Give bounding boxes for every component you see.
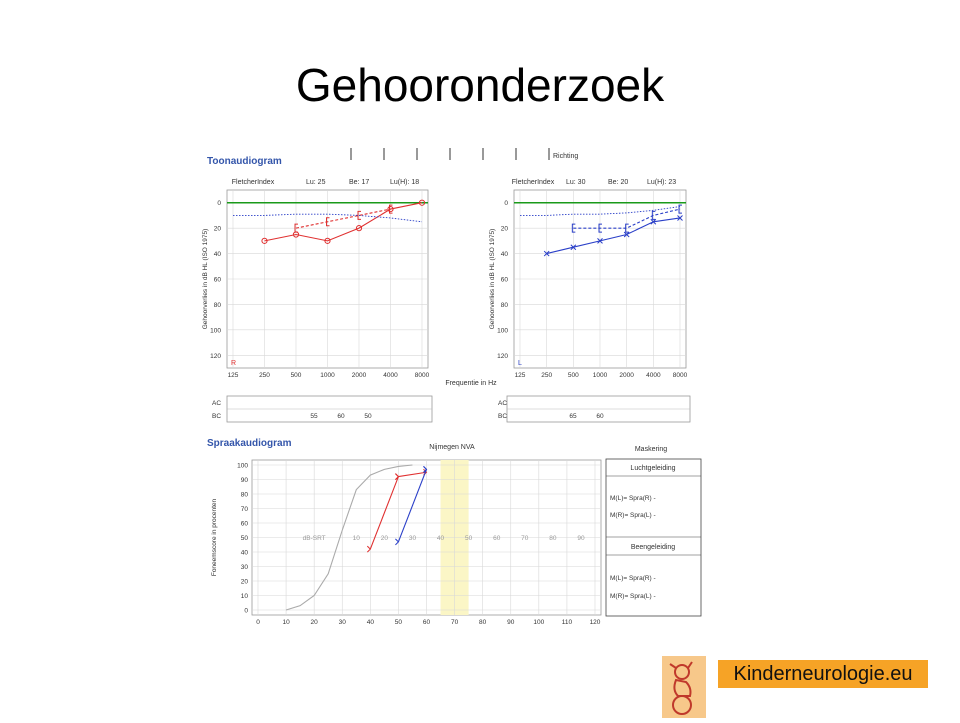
y-tick-label: 40 xyxy=(500,251,508,259)
fletcher-label-right: FletcherIndex xyxy=(231,179,275,186)
x-tick-label: 8000 xyxy=(414,372,430,379)
srt-tick-label: 90 xyxy=(577,535,585,542)
logo xyxy=(662,656,706,718)
bc-value: 50 xyxy=(364,413,372,420)
y-tick-label: 20 xyxy=(240,578,248,586)
tone-audiogram-left xyxy=(489,190,688,379)
bc-value: 55 xyxy=(310,413,318,420)
y-tick-label: 60 xyxy=(213,276,221,284)
x-tick-label: 0 xyxy=(256,619,260,626)
ear-label: R xyxy=(231,360,237,367)
srt-tick-label: 20 xyxy=(380,535,388,542)
masking-item: M(R)= Spra(L) - xyxy=(610,512,656,519)
x-tick-label: 40 xyxy=(366,619,374,626)
x-tick-label: 250 xyxy=(259,372,270,379)
bc-value: 60 xyxy=(337,413,345,420)
masking-item: M(L)= Spra(R) - xyxy=(610,495,656,502)
bone-conduction-title: Beengeleiding xyxy=(630,544,676,551)
x-tick-label: 50 xyxy=(394,619,403,626)
y-tick-label: 20 xyxy=(213,225,221,233)
masking-title: Maskering xyxy=(634,446,668,453)
ear-label: L xyxy=(518,360,522,367)
speech-chart-title: Nijmegen NVA xyxy=(429,444,475,451)
y-tick-label: 10 xyxy=(240,593,248,600)
logo-text: Kinderneurologie.eu xyxy=(718,660,928,688)
srt-tick-label: 50 xyxy=(465,535,473,542)
air-conduction-title: Luchtgeleiding xyxy=(630,465,676,472)
srt-tick-label: 40 xyxy=(436,535,445,542)
y-tick-label: 50 xyxy=(240,535,248,542)
tone-audiogram-right xyxy=(202,190,430,379)
x-tick-label: 60 xyxy=(422,619,431,626)
y-tick-label: 90 xyxy=(240,477,248,484)
fletcher-lu-left: Lu: 30 xyxy=(566,179,586,186)
fletcher-luh-left: Lu(H): 23 xyxy=(647,179,677,186)
frequency-axis-label: Frequentie in Hz xyxy=(445,380,497,387)
child-wheelchair-logo-icon xyxy=(662,656,706,718)
x-tick-label: 70 xyxy=(450,619,459,626)
srt-tick-label: 10 xyxy=(352,535,360,542)
x-tick-label: 8000 xyxy=(672,372,688,379)
x-tick-label: 500 xyxy=(290,372,302,379)
bc-label-right: BC xyxy=(212,413,222,420)
fletcher-be-left: Be: 20 xyxy=(608,179,629,186)
x-tick-label: 4000 xyxy=(646,372,661,379)
acbc-table-right xyxy=(212,396,432,422)
direction-bar xyxy=(351,148,578,160)
srt-tick-label: 30 xyxy=(408,535,417,542)
richting-label: Richting xyxy=(553,153,579,160)
x-tick-label: 500 xyxy=(567,372,579,379)
y-tick-label: 70 xyxy=(240,506,248,513)
y-tick-label: 0 xyxy=(504,200,508,208)
fletcher-lu-right: Lu: 25 xyxy=(306,179,326,186)
speech-section-title: Spraakaudiogram xyxy=(207,438,292,449)
y-tick-label: 80 xyxy=(500,301,508,309)
y-tick-label: 40 xyxy=(213,251,221,259)
x-tick-label: 125 xyxy=(514,372,526,379)
y-axis-label: Gehoorverlies in dB HL (ISO 1975) xyxy=(489,228,496,330)
y-tick-label: 0 xyxy=(217,200,221,208)
x-tick-label: 30 xyxy=(338,619,346,626)
y-tick-label: 120 xyxy=(497,352,508,360)
x-tick-label: 10 xyxy=(282,619,290,626)
x-tick-label: 20 xyxy=(310,619,318,626)
masking-item: M(L)= Spra(R) - xyxy=(610,575,656,582)
ac-label-right: AC xyxy=(212,400,222,407)
x-tick-label: 100 xyxy=(533,619,545,626)
x-tick-label: 2000 xyxy=(351,372,367,379)
x-tick-label: 250 xyxy=(541,372,553,379)
fletcher-label-left: FletcherIndex xyxy=(511,179,555,186)
tone-section-title: Toonaudiogram xyxy=(207,156,282,167)
y-axis-label: Foneemscore in procenten xyxy=(211,498,218,577)
srt-label: dB-SRT xyxy=(302,535,326,542)
y-tick-label: 80 xyxy=(240,491,248,499)
bc-value: 60 xyxy=(596,413,604,420)
srt-tick-label: 80 xyxy=(549,535,557,542)
acbc-table-left xyxy=(498,396,690,422)
x-tick-label: 1000 xyxy=(592,372,608,379)
x-tick-label: 125 xyxy=(227,372,239,379)
y-tick-label: 0 xyxy=(244,607,248,615)
fletcher-luh-right: Lu(H): 18 xyxy=(390,179,420,186)
y-tick-label: 100 xyxy=(237,462,248,470)
y-tick-label: 20 xyxy=(500,225,508,233)
y-tick-label: 100 xyxy=(210,327,221,335)
x-tick-label: 2000 xyxy=(619,372,634,379)
x-tick-label: 90 xyxy=(507,619,515,626)
x-tick-label: 120 xyxy=(589,619,601,626)
y-tick-label: 60 xyxy=(500,276,508,284)
x-tick-label: 1000 xyxy=(320,372,335,379)
ac-label-left: AC xyxy=(498,400,508,407)
x-tick-label: 80 xyxy=(479,619,487,626)
y-tick-label: 80 xyxy=(213,301,221,309)
slide-title: Gehooronderzoek xyxy=(295,59,665,111)
bc-value: 65 xyxy=(569,413,577,420)
y-tick-label: 40 xyxy=(240,549,248,557)
y-axis-label: Gehoorverlies in dB HL (ISO 1975) xyxy=(202,228,209,330)
srt-tick-label: 60 xyxy=(493,535,501,542)
x-tick-label: 110 xyxy=(561,619,573,626)
y-tick-label: 120 xyxy=(210,352,221,360)
bc-label-left: BC xyxy=(498,413,508,420)
masking-panel xyxy=(606,446,701,616)
srt-tick-label: 70 xyxy=(521,535,529,542)
y-tick-label: 100 xyxy=(497,327,508,335)
y-tick-label: 60 xyxy=(240,520,248,528)
fletcher-be-right: Be: 17 xyxy=(349,179,370,186)
y-tick-label: 30 xyxy=(240,564,248,571)
speech-audiogram xyxy=(211,460,601,626)
masking-item: M(R)= Spra(L) - xyxy=(610,593,656,600)
x-tick-label: 4000 xyxy=(383,372,398,379)
